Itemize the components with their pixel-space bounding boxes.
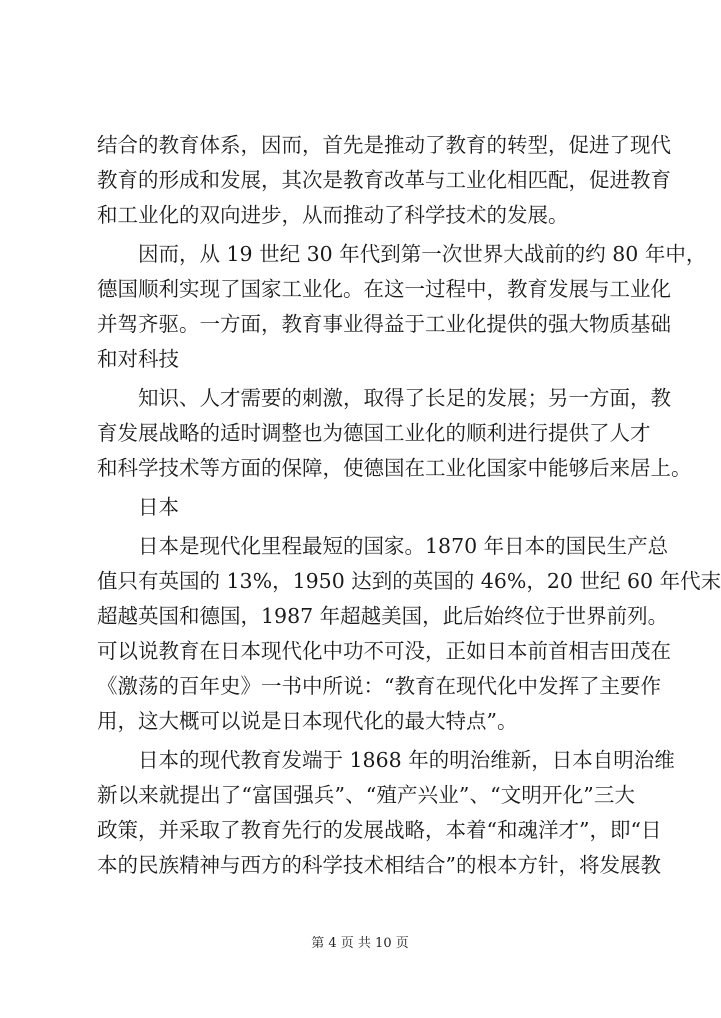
text-line: 用，这大概可以说是日本现代化的最大特点”。 [97, 709, 518, 733]
text-line: 育发展战略的适时调整也为德国工业化的顺利进行提供了人才 [97, 421, 651, 445]
page-number-footer: 第 4 页 共 10 页 [311, 936, 409, 951]
text-line: 知识、人才需要的刺激，取得了长足的发展；另一方面，教 [138, 386, 671, 410]
text-line: 新以来就提出了“富国强兵”、“殖产兴业”、“文明开化”三大 [97, 783, 635, 807]
text-line: 日本是现代化里程最短的国家。1870 年日本的国民生产总 [138, 534, 669, 558]
document-body [97, 128, 721, 883]
text-line: 可以说教育在日本现代化中功不可没，正如日本前首相吉田茂在 [97, 639, 671, 663]
section-heading-japan [97, 490, 635, 525]
text-line: 和科学技术等方面的保障，使德国在工业化国家中能够后来居上。 [97, 456, 692, 480]
text-line: 《激荡的百年史》一书中所说：“教育在现代化中发挥了主要作 [97, 674, 661, 698]
text-line: 超越英国和德国，1987 年超越美国，此后始终位于世界前列。 [97, 604, 669, 628]
text-line: 值只有英国的 13%，1950 达到的英国的 46%，20 世纪 60 年代末 [97, 569, 721, 593]
paragraph-meiji-restoration [97, 743, 675, 883]
text-line: 和对科技 [97, 347, 179, 371]
text-line: 教育的形成和发展，其次是教育改革与工业化相匹配，促进教育 [97, 168, 671, 192]
paragraph-germany-industrialization [97, 237, 707, 377]
text-line: 政策，并采取了教育先行的发展战略，本着“和魂洋才”，即“日 [97, 818, 662, 842]
text-line: 本的民族精神与西方的科学技术相结合”的根本方针，将发展教 [97, 853, 661, 877]
text-line: 德国顺利实现了国家工业化。在这一过程中，教育发展与工业化 [97, 277, 671, 301]
text-line: 并驾齐驱。一方面，教育事业得益于工业化提供的强大物质基础 [97, 312, 671, 336]
text-line: 日本的现代教育发端于 1868 年的明治维新，日本自明治维 [138, 748, 675, 772]
section-heading: 日本 [138, 495, 179, 519]
paragraph-germany-talent [97, 381, 692, 486]
text-line: 结合的教育体系，因而，首先是推动了教育的转型，促进了现代 [97, 133, 671, 157]
paragraph-japan-modernization [97, 529, 721, 739]
text-line: 因而，从 19 世纪 30 年代到第一次世界大战前的约 80 年中， [138, 242, 707, 266]
paragraph-education-system [97, 128, 671, 233]
text-line: 和工业化的双向进步，从而推动了科学技术的发展。 [97, 203, 569, 227]
